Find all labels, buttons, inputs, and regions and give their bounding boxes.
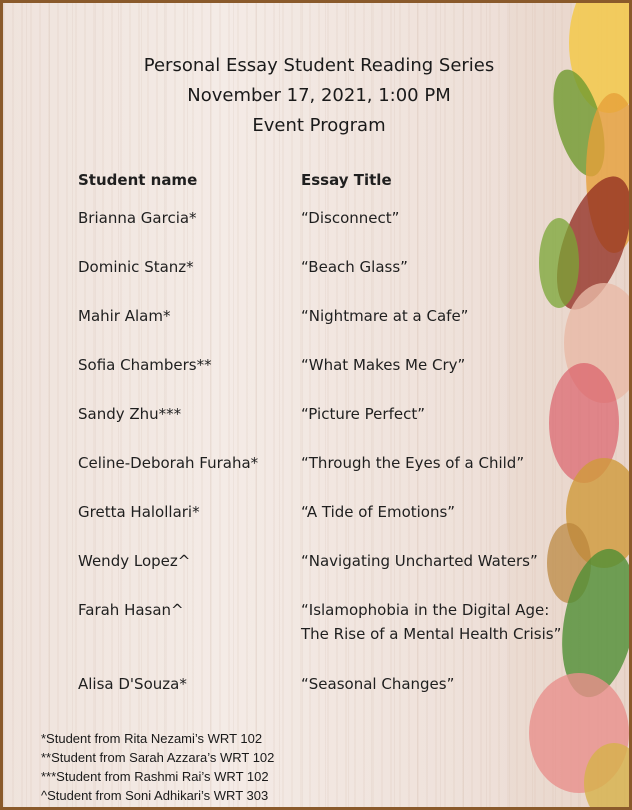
essay-title: “A Tide of Emotions”: [301, 503, 456, 521]
table-row: [78, 549, 578, 573]
table-row: [78, 598, 578, 646]
table-row: [78, 206, 578, 230]
footnote: **Student from Sarah Azzara’s WRT 102: [41, 750, 275, 765]
footnotes: [41, 729, 274, 805]
table-row: [78, 451, 578, 475]
student-name: Dominic Stanz*: [78, 258, 194, 276]
student-name: Mahir Alam*: [78, 307, 171, 325]
essay-title: “Beach Glass”: [301, 258, 408, 276]
footnote: *Student from Rita Nezami’s WRT 102: [41, 731, 263, 746]
student-name: Brianna Garcia*: [78, 209, 197, 227]
student-name: Celine-Deborah Furaha*: [78, 454, 259, 472]
student-name: Sofia Chambers**: [78, 356, 212, 374]
essay-title: “Disconnect”: [301, 209, 400, 227]
table-row: [78, 500, 578, 524]
footnote: ^Student from Soni Adhikari’s WRT 303: [41, 788, 269, 803]
column-header-title: Essay Title: [301, 171, 392, 189]
table-row: [78, 255, 578, 279]
student-name: Wendy Lopez^: [78, 552, 191, 570]
table-row: [78, 353, 578, 377]
essay-title: “Seasonal Changes”: [301, 675, 455, 693]
series-title: Personal Essay Student Reading Series: [143, 55, 495, 76]
table-header: [78, 168, 578, 192]
essay-title: “Nightmare at a Cafe”: [301, 307, 469, 325]
footnote: ***Student from Rashmi Rai’s WRT 102: [41, 769, 269, 784]
table-row: [78, 672, 578, 696]
table-row: [78, 402, 578, 426]
essay-title: “Navigating Uncharted Waters”: [301, 552, 538, 570]
event-date: November 17, 2021, 1:00 PM: [187, 85, 451, 106]
column-header-student: Student name: [78, 171, 198, 189]
essay-title: “Through the Eyes of a Child”: [301, 454, 525, 472]
essay-title: “What Makes Me Cry”: [301, 356, 466, 374]
table-row: [78, 304, 578, 328]
essay-title: “Picture Perfect”: [301, 405, 425, 423]
student-name: Farah Hasan^: [78, 601, 184, 619]
student-name: Sandy Zhu***: [78, 405, 182, 423]
student-name: Gretta Halollari*: [78, 503, 200, 521]
program-table: [78, 168, 578, 721]
program-header: [3, 51, 632, 141]
student-name: Alisa D'Souza*: [78, 675, 187, 693]
essay-title: “Islamophobia in the Digital Age: The Rise of a Mental Health Crisis”: [301, 601, 562, 643]
program-label: Event Program: [252, 115, 386, 136]
